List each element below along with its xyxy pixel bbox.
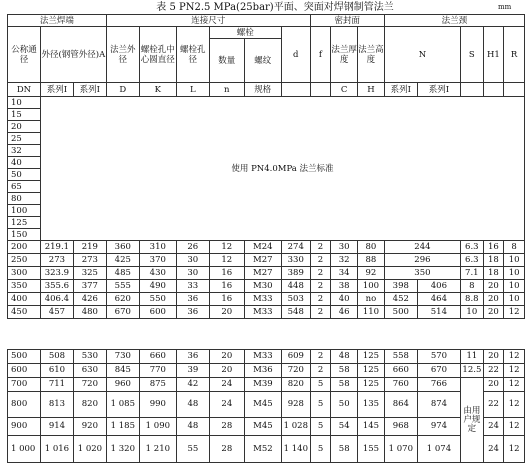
table-cell: 350	[8, 280, 41, 293]
table-cell: 92	[358, 267, 385, 280]
table-cell: 820	[73, 392, 106, 418]
header-quantity: 数量	[209, 39, 244, 83]
table-cell: 2	[310, 293, 331, 306]
table-cell: 875	[139, 378, 176, 392]
table-cell: 32	[331, 254, 358, 267]
sym-c: C	[331, 83, 358, 97]
table-cell: 548	[281, 306, 310, 319]
dn-cell: 25	[8, 133, 41, 145]
pn40-note: 使用 PN4.0MPa 法兰标准	[40, 97, 524, 241]
header-H1: H1	[483, 27, 504, 83]
table-cell: 20	[209, 306, 244, 319]
table-cell: 26	[176, 241, 209, 254]
header-bolt-hole-center: 螺栓孔中心圆直径	[139, 27, 176, 83]
table-cell: 700	[8, 378, 41, 392]
table-cell: 426	[73, 293, 106, 306]
table-cell: 1 074	[417, 436, 460, 463]
table-cell: 24	[209, 392, 244, 418]
table-cell: 36	[176, 293, 209, 306]
table-cell: 20	[209, 364, 244, 378]
table-cell: M33	[244, 306, 281, 319]
table-cell: no	[358, 293, 385, 306]
sym-blank-r	[504, 83, 525, 97]
flange-table-upper	[7, 14, 525, 319]
table-cell: 766	[417, 378, 460, 392]
table-cell: 720	[281, 364, 310, 378]
header-flange-weld-end: 法兰焊端	[8, 15, 107, 27]
header-bolt: 螺栓	[209, 27, 281, 39]
table-cell: 711	[40, 378, 73, 392]
table-row	[8, 364, 525, 378]
sym-series1-d: 系列Ⅰ	[417, 83, 460, 97]
sym-n: n	[209, 83, 244, 97]
table-cell: 12	[504, 364, 525, 378]
table-cell: 20	[483, 350, 504, 364]
header-flange-outer-dia: 法兰外径	[106, 27, 139, 83]
table-cell: 630	[73, 364, 106, 378]
table-cell: 430	[139, 267, 176, 280]
table-cell: 11	[461, 350, 484, 364]
header-R: R	[504, 27, 525, 83]
table-cell: 42	[176, 378, 209, 392]
table-cell: 990	[139, 392, 176, 418]
table-cell: 864	[384, 392, 417, 418]
table-cell: 30	[331, 241, 358, 254]
table-cell: 485	[106, 267, 139, 280]
table-cell: 503	[281, 293, 310, 306]
table-cell: 660	[384, 364, 417, 378]
dn-cell: 40	[8, 157, 41, 169]
table-cell: 16	[209, 267, 244, 280]
table-cell: 10	[504, 267, 525, 280]
table-cell: 600	[8, 364, 41, 378]
table-cell: 12.5	[461, 364, 484, 378]
table-cell: 558	[384, 350, 417, 364]
table-cell: 800	[8, 392, 41, 418]
table-cell: 250	[8, 254, 41, 267]
table-cell: 16	[483, 241, 504, 254]
sym-d: D	[106, 83, 139, 97]
table-cell: 500	[384, 306, 417, 319]
table-cell: 5	[310, 418, 331, 436]
table-cell: 820	[281, 378, 310, 392]
table-cell: 135	[358, 392, 385, 418]
header-flange-thickness: 法兰厚度	[331, 27, 358, 83]
table-cell: 2	[310, 364, 331, 378]
header-flange-neck: 法兰颈	[384, 15, 524, 27]
table-cell: 2	[310, 306, 331, 319]
table-cell: 1 320	[106, 436, 139, 463]
dn-cell: 10	[8, 97, 41, 109]
table-cell: M27	[244, 267, 281, 280]
table-row	[8, 350, 525, 364]
table-cell: 30	[176, 267, 209, 280]
sym-k: K	[139, 83, 176, 97]
table-cell: 514	[417, 306, 460, 319]
table-cell: 273	[73, 254, 106, 267]
table-cell: 760	[384, 378, 417, 392]
table-row	[8, 436, 525, 463]
table-cell: 5	[310, 436, 331, 463]
table-cell: 38	[331, 280, 358, 293]
table-cell: M36	[244, 364, 281, 378]
table-cell: 8	[504, 241, 525, 254]
table-cell: 609	[281, 350, 310, 364]
table-cell: 20	[209, 350, 244, 364]
table-cell: 219	[73, 241, 106, 254]
header-sealing-face: 密封面	[310, 15, 384, 27]
table-cell: 300	[8, 267, 41, 280]
table-cell: 325	[73, 267, 106, 280]
table-cell: 448	[281, 280, 310, 293]
sym-spec: 规格	[244, 83, 281, 97]
table-cell: 1 000	[8, 436, 41, 463]
table-cell: M30	[244, 280, 281, 293]
table-cell: 18	[483, 254, 504, 267]
table-cell: 960	[106, 378, 139, 392]
table-cell: 2	[310, 241, 331, 254]
table-cell: 20	[483, 378, 504, 392]
table-row	[8, 418, 525, 436]
table-cell: 730	[106, 350, 139, 364]
table-cell: 8	[461, 280, 484, 293]
sym-dn: DN	[8, 83, 41, 97]
table-cell: 480	[73, 306, 106, 319]
table-cell: 10	[461, 306, 484, 319]
unit-label: mm	[498, 3, 512, 11]
table-cell: 18	[483, 267, 504, 280]
table-cell: 1 090	[139, 418, 176, 436]
table-cell: 55	[176, 436, 209, 463]
table-cell: 22	[483, 364, 504, 378]
table-cell: 48	[331, 350, 358, 364]
table-cell: 570	[417, 350, 460, 364]
table-cell: 2	[310, 254, 331, 267]
table-cell: 1 210	[139, 436, 176, 463]
table-cell: 36	[176, 350, 209, 364]
table-cell: 2	[310, 350, 331, 364]
table-cell: 323.9	[40, 267, 73, 280]
flange-table-lower	[7, 349, 525, 463]
table-cell: 660	[139, 350, 176, 364]
table-cell: 296	[384, 254, 460, 267]
table-cell: 58	[331, 378, 358, 392]
dn-cell: 15	[8, 109, 41, 121]
table-cell: 58	[331, 436, 358, 463]
table-cell: 10	[504, 254, 525, 267]
dn-cell: 80	[8, 193, 41, 205]
table-title: 表 5 PN2.5 MPa(25bar)平面、突面对焊钢制管法兰	[156, 2, 394, 13]
table-cell: 360	[106, 241, 139, 254]
table-cell: 88	[358, 254, 385, 267]
table-cell: 12	[504, 378, 525, 392]
table-cell: 125	[358, 364, 385, 378]
sym-series1-a: 系列Ⅰ	[40, 83, 73, 97]
table-cell: 6.3	[461, 254, 484, 267]
table-cell: 145	[358, 418, 385, 436]
table-cell: 7.1	[461, 267, 484, 280]
table-cell: 6.3	[461, 241, 484, 254]
table-cell: 720	[73, 378, 106, 392]
table-cell: M39	[244, 378, 281, 392]
table-cell: 273	[40, 254, 73, 267]
table-cell: 50	[331, 392, 358, 418]
table-row	[8, 267, 525, 280]
table-cell: 125	[358, 350, 385, 364]
table-cell: 80	[358, 241, 385, 254]
table-cell: 350	[384, 267, 460, 280]
sym-blank-f	[310, 83, 331, 97]
table-cell: 40	[331, 293, 358, 306]
table-cell: 1 140	[281, 436, 310, 463]
table-cell: 425	[106, 254, 139, 267]
table-cell: 398	[384, 280, 417, 293]
table-cell: 30	[176, 254, 209, 267]
table-cell: 12	[504, 392, 525, 418]
table-cell: 22	[483, 392, 504, 418]
table-cell: 1 085	[106, 392, 139, 418]
sym-blank-d	[281, 83, 310, 97]
table-cell: 1 020	[73, 436, 106, 463]
table-cell: 12	[209, 241, 244, 254]
header-bolt-hole-dia: 螺栓孔径	[176, 27, 209, 83]
dn-cell: 125	[8, 217, 41, 229]
table-cell: M27	[244, 254, 281, 267]
header-N: N	[384, 27, 460, 83]
dn-cell: 65	[8, 181, 41, 193]
table-cell: 244	[384, 241, 460, 254]
table-cell: 457	[40, 306, 73, 319]
table-cell: 24	[209, 378, 244, 392]
table-cell: 464	[417, 293, 460, 306]
header-f: f	[310, 27, 331, 83]
table-row	[8, 306, 525, 319]
dn-cell: 20	[8, 121, 41, 133]
table-cell: 39	[176, 364, 209, 378]
header-connection-size: 连接尺寸	[106, 15, 310, 27]
table-cell: 219.1	[40, 241, 73, 254]
table-row	[8, 378, 525, 392]
table-cell: 16	[209, 293, 244, 306]
table-cell: 110	[358, 306, 385, 319]
table-cell: 770	[139, 364, 176, 378]
table-cell: 500	[8, 350, 41, 364]
header-S: S	[461, 27, 484, 83]
dn-cell: 32	[8, 145, 41, 157]
table-row	[8, 392, 525, 418]
table-cell: M33	[244, 293, 281, 306]
table-cell: 58	[331, 364, 358, 378]
table-cell: 12	[504, 350, 525, 364]
table-cell: 125	[358, 378, 385, 392]
table-cell: 530	[73, 350, 106, 364]
table-cell: 508	[40, 350, 73, 364]
table-cell: M24	[244, 241, 281, 254]
sym-l: L	[176, 83, 209, 97]
table-cell: 5	[310, 378, 331, 392]
table-cell: 845	[106, 364, 139, 378]
table-cell: 330	[281, 254, 310, 267]
table-cell: 920	[73, 418, 106, 436]
table-cell: 610	[40, 364, 73, 378]
table-cell: 10	[504, 293, 525, 306]
table-cell: 600	[139, 306, 176, 319]
header-outer-diameter: 外径(钢管外径)A	[40, 27, 106, 83]
table-cell: 200	[8, 241, 41, 254]
table-cell: 813	[40, 392, 73, 418]
header-thread: 螺纹	[244, 39, 281, 83]
table-cell: 914	[40, 418, 73, 436]
table-cell: 555	[106, 280, 139, 293]
table-row	[8, 254, 525, 267]
table-cell: 1 016	[40, 436, 73, 463]
table-cell: 2	[310, 280, 331, 293]
table-cell: 8.8	[461, 293, 484, 306]
table-cell: 355.6	[40, 280, 73, 293]
dn-cell: 150	[8, 229, 41, 241]
dn-cell: 50	[8, 169, 41, 181]
table-cell: 1 070	[384, 436, 417, 463]
sym-series1-b: 系列Ⅰ	[73, 83, 106, 97]
table-cell: 28	[209, 436, 244, 463]
table-cell: 24	[483, 418, 504, 436]
table-cell: 406.4	[40, 293, 73, 306]
table-cell: 48	[176, 392, 209, 418]
table-cell: 2	[310, 267, 331, 280]
dn-cell: 100	[8, 205, 41, 217]
table-cell: 406	[417, 280, 460, 293]
sym-blank-s	[461, 83, 484, 97]
table-cell: 100	[358, 280, 385, 293]
table-cell: 20	[483, 280, 504, 293]
table-cell: 670	[106, 306, 139, 319]
sym-series1-c: 系列Ⅰ	[384, 83, 417, 97]
table-cell: 36	[176, 306, 209, 319]
table-cell: 54	[331, 418, 358, 436]
table-cell: 48	[176, 418, 209, 436]
table-cell: M45	[244, 418, 281, 436]
header-d: d	[281, 27, 310, 83]
table-cell: 12	[504, 306, 525, 319]
table-cell: 12	[504, 436, 525, 463]
table-cell: 274	[281, 241, 310, 254]
table-cell: 450	[8, 306, 41, 319]
table-cell: 310	[139, 241, 176, 254]
table-cell: 155	[358, 436, 385, 463]
table-cell: 670	[417, 364, 460, 378]
header-nominal-size: 公称通径	[8, 27, 41, 83]
table-cell: 46	[331, 306, 358, 319]
table-cell: 974	[417, 418, 460, 436]
table-cell: 12	[209, 254, 244, 267]
header-flange-height: 法兰高度	[358, 27, 385, 83]
sym-h: H	[358, 83, 385, 97]
table-cell: 34	[331, 267, 358, 280]
table-cell: 1 028	[281, 418, 310, 436]
sym-blank-h1	[483, 83, 504, 97]
table-cell: 20	[483, 293, 504, 306]
table-cell: 33	[176, 280, 209, 293]
table-cell: 620	[106, 293, 139, 306]
table-cell: 874	[417, 392, 460, 418]
table-row	[8, 280, 525, 293]
table-cell: M45	[244, 392, 281, 418]
table-cell: 452	[384, 293, 417, 306]
table-cell: 928	[281, 392, 310, 418]
table-cell: 1 185	[106, 418, 139, 436]
table-cell: M52	[244, 436, 281, 463]
table-cell: 12	[504, 418, 525, 436]
table-cell: 377	[73, 280, 106, 293]
table-cell: 5	[310, 392, 331, 418]
table-cell: 28	[209, 418, 244, 436]
table-cell: 10	[504, 280, 525, 293]
table-cell: M33	[244, 350, 281, 364]
table-cell: 16	[209, 280, 244, 293]
table-cell: 400	[8, 293, 41, 306]
table-cell: 20	[483, 306, 504, 319]
table-cell: 490	[139, 280, 176, 293]
table-row	[8, 97, 525, 109]
table-cell: 900	[8, 418, 41, 436]
s-user-defined-note: 由用户规定	[461, 378, 484, 463]
table-cell: 24	[483, 436, 504, 463]
table-cell: 968	[384, 418, 417, 436]
table-row	[8, 293, 525, 306]
table-cell: 389	[281, 267, 310, 280]
table-cell: 550	[139, 293, 176, 306]
table-cell: 370	[139, 254, 176, 267]
table-row	[8, 241, 525, 254]
